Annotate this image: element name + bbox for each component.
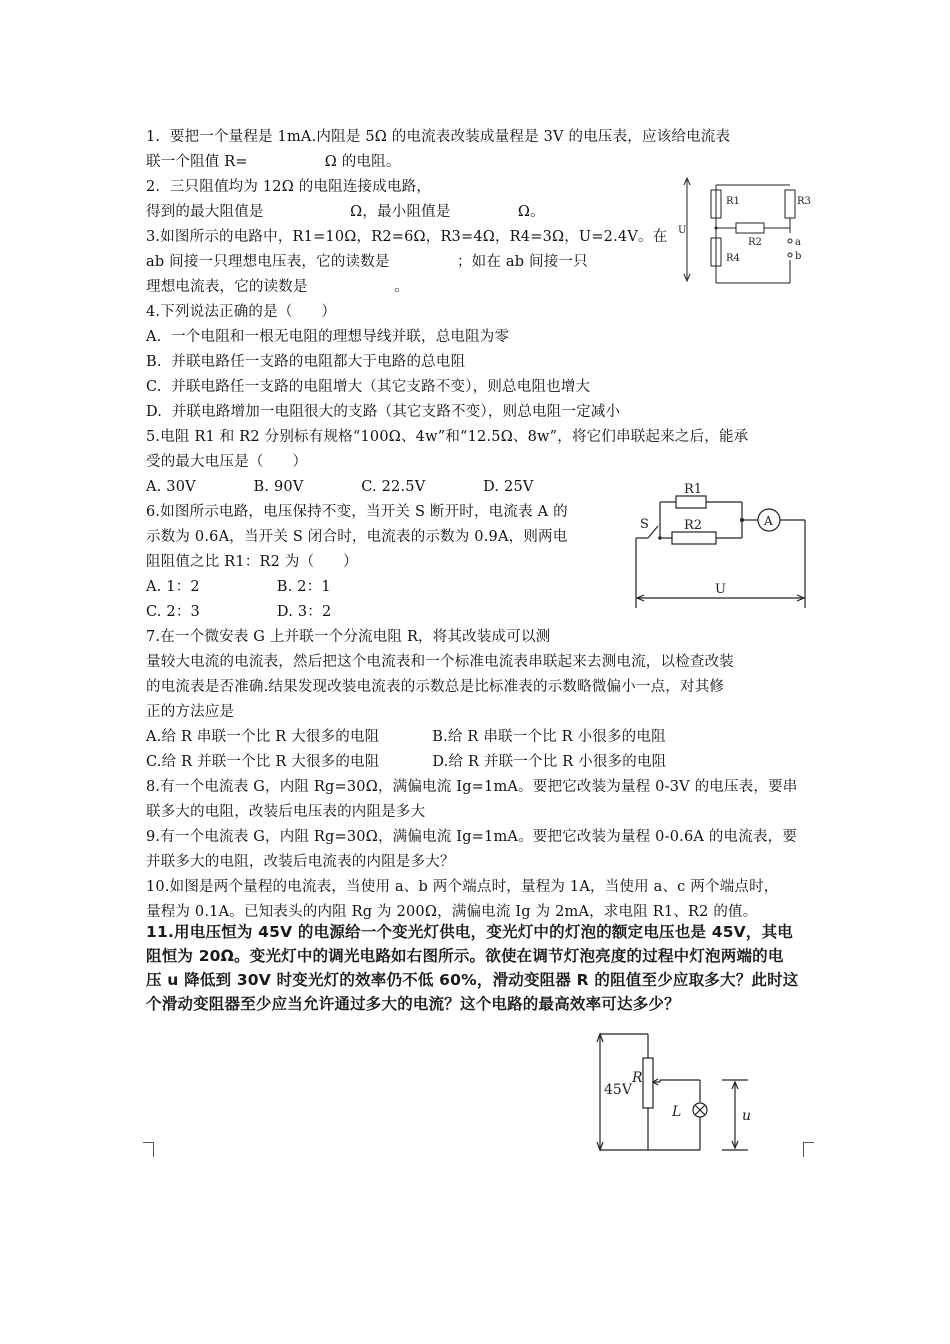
q10-line-1: 10.如图是两个量程的电流表，当使用 a、b 两个端点时，量程为 1A，当使用 a、c 两个端点时， — [146, 879, 779, 895]
q2-line-2: 得到的最大阻值是 Ω，最小阻值是 Ω。 — [146, 204, 545, 220]
fig3-voltage-label: 45V — [604, 1082, 632, 1098]
q3-line-3: 理想电流表，它的读数是 。 — [146, 279, 409, 295]
q5-line-1: 5.电阻 R1 和 R2 分别标有规格“100Ω、4w”和“12.5Ω、8w”，将它们串联起来之后，能承 — [146, 429, 749, 445]
fig3-l-label: L — [672, 1104, 682, 1120]
q11-line-2: 阻恒为 20Ω。变光灯中的调光电路如右图所示。欲使在调节灯泡亮度的过程中灯泡两端的电 — [146, 947, 784, 965]
q5-line-2: 受的最大电压是（ ） — [146, 454, 308, 470]
q2-line-1: 2. 三只阻值均为 12Ω 的电阻连接成电路， — [146, 179, 432, 195]
q3-line-2: ab 间接一只理想电压表，它的读数是 ；如在 ab 间接一只 — [146, 254, 588, 270]
q4-option-b: B. 并联电路任一支路的电阻都大于电路的总电阻 — [146, 354, 466, 370]
fig1-a-label: a — [795, 237, 801, 248]
q10-line-2: 量程为 0.1A。已知表头的内阻 Rg 为 200Ω，满偏电流 Ig 为 2mA，求电阻 R1、R2 的值。 — [146, 904, 758, 920]
corner-mark-right — [803, 1142, 814, 1157]
fig1-r4-label: R4 — [726, 253, 740, 264]
q3-circuit-diagram — [676, 175, 816, 290]
fig1-b-label: b — [795, 251, 802, 262]
q6-options-ab: A. 1：2 B. 2：1 — [146, 579, 331, 595]
q6-options-cd: C. 2：3 D. 3：2 — [146, 604, 332, 620]
corner-mark-left — [143, 1142, 154, 1157]
q7-line-2: 量较大电流的电流表，然后把这个电流表和一个标准电流表串联起来去测电流，以检查改装 — [146, 654, 734, 670]
q11-circuit-diagram — [588, 1030, 763, 1155]
q4-option-a: A. 一个电阻和一根无电阻的理想导线并联，总电阻为零 — [146, 329, 510, 345]
q6-line-3: 阻阻值之比 R1：R2 为（ ） — [146, 554, 358, 570]
q9-line-2: 并联多大的电阻，改装后电流表的内阻是多大？ — [146, 854, 455, 870]
fig2-ammeter-label: A — [764, 514, 773, 528]
q5-options: A. 30V B. 90V C. 22.5V D. 25V — [146, 479, 534, 495]
fig3-r-label: R — [632, 1070, 643, 1086]
q6-line-2: 示数为 0.6A，当开关 S 闭合时，电流表的示数为 0.9A，则两电 — [146, 529, 568, 545]
q8-line-1: 8.有一个电流表 G，内阻 Rg=30Ω，满偏电流 Ig=1mA。要把它改装为量程 0-3V 的电压表，要串 — [146, 779, 798, 795]
q6-circuit-diagram — [628, 480, 813, 615]
fig1-r1-label: R1 — [726, 196, 740, 207]
q1-line-2: 联一个阻值 R= Ω 的电阻。 — [146, 154, 401, 170]
fig1-r2-label: R2 — [748, 237, 762, 248]
fig1-r3-label: R3 — [797, 196, 811, 207]
fig2-r2-label: R2 — [684, 518, 703, 533]
q11-line-4: 个滑动变阻器至少应当允许通过多大的电流？这个电路的最高效率可达多少？ — [146, 995, 680, 1013]
q7-line-1: 7.在一个微安表 G 上并联一个分流电阻 R，将其改装成可以测 — [146, 629, 551, 645]
q8-line-2: 联多大的电阻，改装后电压表的内阻是多大 — [146, 804, 426, 820]
fig2-u-label: U — [715, 582, 726, 597]
q7-line-4: 正的方法应是 — [146, 704, 235, 720]
q11-line-1: 11.用电压恒为 45V 的电源给一个变光灯供电，变光灯中的灯泡的额定电压也是 45V，其电 — [146, 923, 793, 941]
fig3-u-label: u — [742, 1108, 752, 1124]
q6-line-1: 6.如图所示电路，电压保持不变，当开关 S 断开时，电流表 A 的 — [146, 504, 568, 520]
q7-options-ab: A.给 R 串联一个比 R 大很多的电阻 B.给 R 串联一个比 R 小很多的电阻 — [146, 729, 666, 745]
q4-stem: 4.下列说法正确的是（ ） — [146, 304, 337, 320]
q9-line-1: 9.有一个电流表 G，内阻 Rg=30Ω，满偏电流 Ig=1mA。要把它改装为量程 0-0.6A 的电流表，要 — [146, 829, 798, 845]
fig2-r1-label: R1 — [684, 482, 703, 497]
q7-line-3: 的电流表是否准确.结果发现改装电流表的示数总是比标准表的示数略微偏小一点，对其修 — [146, 679, 725, 695]
fig2-s-label: S — [640, 517, 649, 532]
q3-line-1: 3.如图所示的电路中，R1=10Ω，R2=6Ω，R3=4Ω，R4=3Ω，U=2.4V。在 — [146, 229, 668, 245]
q11-line-3: 压 u 降低到 30V 时变光灯的效率仍不低 60%，滑动变阻器 R 的阻值至少应取多大？此时这 — [146, 971, 799, 989]
q1-line-1: 1. 要把一个量程是 1mA.内阻是 5Ω 的电流表改装成量程是 3V 的电压表，应该给电流表 — [146, 129, 731, 145]
q4-option-d: D. 并联电路增加一电阻很大的支路（其它支路不变），则总电阻一定减小 — [146, 404, 621, 420]
q7-options-cd: C.给 R 并联一个比 R 大很多的电阻 D.给 R 并联一个比 R 小很多的电阻 — [146, 754, 667, 770]
q4-option-c: C. 并联电路任一支路的电阻增大（其它支路不变），则总电阻也增大 — [146, 379, 591, 395]
fig1-u-label: U — [678, 225, 687, 236]
